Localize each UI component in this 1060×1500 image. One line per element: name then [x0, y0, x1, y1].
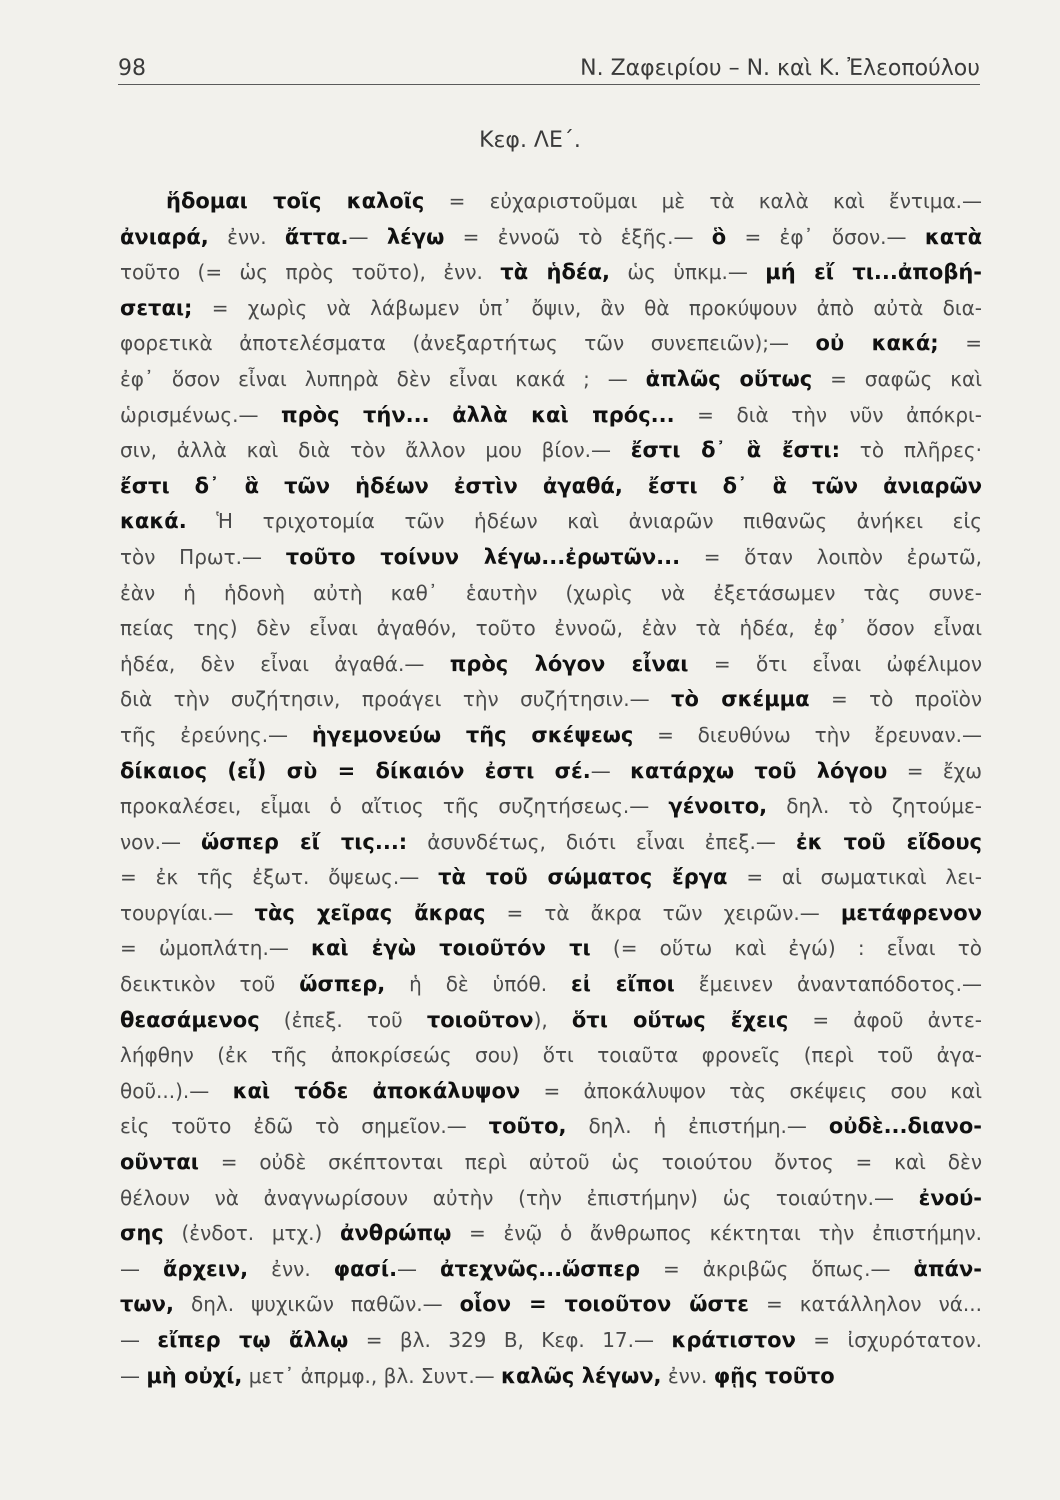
text-line	[120, 967, 982, 1003]
lemma: φῇς τοῦτο	[713, 1363, 835, 1388]
gloss: ἐὰν ἡ ἡδονὴ αὐτὴ καθ᾽ ἑαυτὴν (χωρὶς νὰ ἐξετάσωμεν τὰς συνε-	[120, 580, 982, 605]
text-line	[120, 1181, 982, 1217]
lemma: ἁπλῶς οὕτως	[645, 366, 813, 391]
gloss: τὸν Πρωτ.—	[120, 544, 286, 569]
chapter-title: Κεφ. ΛΕ΄.	[479, 128, 581, 153]
text-line	[120, 789, 982, 825]
gloss: δεικτικὸν τοῦ	[120, 972, 300, 997]
lemma: τὰ ἡδέα,	[500, 260, 610, 285]
gloss: = σαφῶς καὶ	[812, 366, 982, 391]
gloss: = κατάλληλον νά...	[748, 1292, 982, 1317]
gloss: = διευθύνω τὴν ἔρευναν.—	[633, 722, 982, 747]
lemma: ὥσπερ εἴ τις...:	[201, 829, 408, 854]
text-line	[120, 540, 982, 576]
text-line	[120, 1359, 982, 1395]
running-head: Ν. Ζαφειρίου – Ν. καὶ Κ. Ἐλεοπούλου	[580, 56, 980, 81]
lemma: τοιοῦτον	[426, 1007, 534, 1032]
lemma: μή εἴ τι...ἀποβή-	[765, 260, 983, 285]
lemma: γένοιτο,	[668, 794, 768, 819]
lemma: ὃ	[711, 224, 727, 249]
gloss: θοῦ...).—	[120, 1078, 233, 1103]
lemma: οῦνται	[120, 1150, 199, 1175]
gloss: ἐνν.	[208, 224, 285, 249]
gloss: ἐφ᾽ ὅσον εἶναι λυπηρὰ δὲν εἶναι κακά ; —	[120, 366, 646, 391]
text-line	[120, 611, 982, 647]
lemma: ἄρχειν,	[163, 1256, 249, 1281]
gloss: —	[348, 224, 387, 249]
commentary-text	[120, 184, 982, 1394]
lemma: καλῶς λέγων,	[501, 1363, 662, 1388]
gloss: = ἀφοῦ ἀντε-	[788, 1007, 982, 1032]
lemma: τὸ σκέμμα	[671, 687, 810, 712]
lemma: ἁπάν-	[913, 1256, 983, 1281]
text-line	[120, 1003, 982, 1039]
lemma: τὰς χεῖρας ἄκρας	[254, 900, 486, 925]
text-line	[120, 682, 982, 718]
lemma: ἄττα.	[284, 224, 349, 249]
lemma: σης	[120, 1221, 164, 1246]
gloss: μετ᾽ ἀπρμφ., βλ. Συντ.—	[242, 1363, 502, 1388]
gloss	[430, 403, 453, 427]
gloss: = διὰ τὴν νῦν ἀπόκρι-	[674, 402, 983, 427]
gloss: = εὐχαριστοῦμαι μὲ τὰ καλὰ καὶ ἔντιμα.—	[424, 189, 982, 213]
gloss: = ἐνῷ ὁ ἄνθρωπος κέκτηται τὴν ἐπιστήμην.	[451, 1221, 982, 1246]
text-line	[120, 576, 982, 612]
lemma: φασί.	[333, 1256, 398, 1281]
gloss: ἐνν.	[661, 1363, 714, 1388]
lemma: λέγω	[386, 224, 445, 249]
gloss: πείας της) δὲν εἶναι ἀγαθόν, τοῦτο ἐννοῶ, ἐὰν τὰ ἡδέα, ἐφ᾽ ὅσον εἶναι	[120, 616, 982, 641]
text-line	[120, 291, 982, 327]
text-line	[120, 825, 982, 861]
lemma: ἀνιαρά,	[120, 224, 209, 249]
gloss: ),	[533, 1007, 572, 1032]
gloss: τοῦτο (= ὡς πρὸς τοῦτο), ἐνν.	[120, 260, 501, 285]
gloss: ἐνν.	[248, 1256, 334, 1281]
gloss: λήφθην (ἐκ τῆς ἀποκρίσεώς σου) ὅτι τοιαῦτα φρονεῖς (περὶ τοῦ ἀγα-	[120, 1043, 982, 1068]
lemma: ἐνού-	[918, 1185, 982, 1210]
lemma: θεασάμενος	[120, 1007, 260, 1032]
gloss: —	[397, 1256, 441, 1281]
gloss: = ἐννοῶ τὸ ἑξῆς.—	[444, 224, 712, 249]
lemma: τοῦτο,	[488, 1114, 567, 1139]
lemma: κακά.	[120, 509, 187, 534]
gloss: ἡ δὲ ὑπόθ.	[385, 972, 572, 997]
gloss: = χωρὶς νὰ λάβωμεν ὑπ᾽ ὄψιν, ἂν θὰ προκύψουν ἀπὸ αὐτὰ δια-	[192, 295, 982, 320]
gloss: θέλουν νὰ ἀναγνωρίσουν αὐτὴν (τὴν ἐπιστήμην) ὡς τοιαύτην.—	[120, 1185, 919, 1210]
gloss: ἀσυνδέτως, διότι εἶναι ἐπεξ.—	[407, 829, 796, 854]
gloss: ὡς ὑπκμ.—	[610, 260, 766, 285]
lemma: πρὸς τήν...	[281, 402, 430, 427]
gloss: εἰς τοῦτο ἐδῶ τὸ σημεῖον.—	[120, 1114, 489, 1139]
lemma: πρὸς λόγον εἶναι	[449, 651, 689, 676]
text-line	[120, 647, 982, 683]
lemma: ἀλλὰ καὶ πρός...	[452, 402, 675, 427]
text-line	[120, 1145, 982, 1181]
text-line	[120, 754, 982, 790]
lemma: κατὰ	[924, 224, 983, 249]
text-line	[120, 184, 982, 220]
gloss: τουργίαι.—	[120, 900, 255, 925]
lemma: οἷον = τοιοῦτον ὥστε	[459, 1292, 749, 1317]
lemma: καὶ ἐγὼ τοιοῦτόν τι	[311, 936, 591, 961]
gloss: —	[120, 1328, 158, 1352]
lemma: οὐ κακά;	[815, 331, 939, 356]
lemma: ὥσπερ,	[299, 972, 386, 997]
gloss: προκαλέσει, εἶμαι ὁ αἴτιος τῆς συζητήσεως.—	[120, 794, 669, 819]
gloss: φορετικὰ ἀποτελέσματα (ἀνεξαρτήτως τῶν συνεπειῶν);—	[120, 331, 816, 356]
text-line	[120, 255, 982, 291]
lemma: εἴπερ τῳ ἄλλῳ	[157, 1328, 349, 1352]
text-line	[120, 718, 982, 754]
lemma: ἡγεμονεύω τῆς σκέψεως	[311, 722, 634, 747]
text-line	[120, 1323, 982, 1359]
lemma: σεται;	[120, 295, 193, 320]
lemma: ἀτεχνῶς...ὥσπερ	[440, 1256, 640, 1281]
gloss: ἔμεινεν ἀνανταπόδοτος.—	[674, 972, 983, 997]
page-number: 98	[118, 56, 146, 81]
text-line	[120, 469, 982, 505]
lemma: μετάφρενον	[840, 900, 982, 925]
lemma: κράτιστον	[671, 1328, 796, 1352]
lemma: τὰ τοῦ σώματος ἔργα	[438, 865, 728, 890]
text-line	[120, 504, 982, 540]
lemma: ὅτι οὕτως ἔχεις	[571, 1007, 789, 1032]
gloss: =	[938, 331, 982, 356]
gloss: = τὰ ἄκρα τῶν χειρῶν.—	[485, 900, 841, 925]
gloss: τῆς ἐρεύνης.—	[120, 722, 312, 747]
gloss: = τὸ προϊὸν	[809, 687, 982, 712]
gloss: (ἐνδοτ. μτχ.)	[163, 1221, 341, 1246]
lemma: ἔστι δ᾽ ἃ ἔστι:	[630, 438, 840, 463]
gloss: = ἐφ᾽ ὅσον.—	[726, 224, 925, 249]
lemma: κατάρχω τοῦ λόγου	[630, 758, 888, 783]
text-line	[120, 1287, 982, 1323]
gloss: = ὅτι εἶναι ὠφέλιμον	[688, 651, 983, 676]
text-line	[120, 398, 982, 434]
gloss: = ἐκ τῆς ἐξωτ. ὄψεως.—	[120, 865, 439, 890]
gloss: δηλ. ψυχικῶν παθῶν.—	[173, 1292, 460, 1317]
gloss: τὸ πλῆρες·	[840, 438, 982, 463]
gloss: νον.—	[120, 829, 201, 854]
text-line	[120, 1252, 982, 1288]
lemma: μὴ οὐχί,	[146, 1363, 243, 1388]
lemma: ἀνθρώπῳ	[340, 1221, 452, 1246]
lemma: εἰ εἴποι	[571, 972, 675, 997]
text-line	[120, 1038, 982, 1074]
text-line	[120, 860, 982, 896]
gloss: —	[590, 758, 631, 783]
text-line	[120, 362, 982, 398]
text-line	[120, 1216, 982, 1252]
text-line	[120, 1109, 982, 1145]
gloss: = ὠμοπλάτη.—	[120, 936, 312, 961]
page-header	[118, 52, 980, 85]
gloss: —	[120, 1256, 163, 1281]
gloss: = ὅταν λοιπὸν ἐρωτῶ,	[680, 544, 983, 569]
gloss: = βλ. 329 Β, Κεφ. 17.—	[348, 1328, 672, 1352]
lemma: δίκαιος (εἶ) σὺ = δίκαιόν ἐστι σέ.	[120, 758, 591, 783]
gloss: = ἰσχυρότατον.	[795, 1328, 982, 1352]
lemma: των,	[120, 1292, 174, 1317]
gloss: = ἀποκάλυψον τὰς σκέψεις σου καὶ	[520, 1078, 983, 1103]
lemma: ἐκ τοῦ εἴδους	[795, 829, 982, 854]
gloss: δηλ. ἡ ἐπιστήμη.—	[566, 1114, 829, 1139]
lemma: ἔστι δ᾽ ἃ τῶν ἡδέων ἐστὶν ἀγαθά, ἔστι δ᾽ ἃ τῶν ἀνιαρῶν	[120, 473, 982, 498]
lemma: ἥδομαι τοῖς καλοῖς	[166, 189, 425, 213]
gloss: = αἱ σωματικαὶ λει-	[727, 865, 982, 890]
gloss: (= οὕτω καὶ ἐγώ) : εἶναι τὸ	[590, 936, 982, 961]
gloss: ἡδέα, δὲν εἶναι ἀγαθά.—	[120, 651, 450, 676]
lemma: καὶ τόδε ἀποκάλυψον	[232, 1078, 521, 1103]
text-line	[120, 326, 982, 362]
text-line	[120, 1074, 982, 1110]
gloss: διὰ τὴν συζήτησιν, προάγει τὴν συζήτησιν.—	[120, 687, 672, 712]
gloss: = οὐδὲ σκέπτονται περὶ αὐτοῦ ὡς τοιούτου ὄντος = καὶ δὲν	[198, 1150, 982, 1175]
text-line	[120, 220, 982, 256]
lemma: οὐδὲ...διανο-	[828, 1114, 982, 1139]
lemma: τοῦτο τοίνυν λέγω...ἐρωτῶν...	[285, 544, 681, 569]
gloss: = ἔχω	[887, 758, 982, 783]
gloss: Ἡ τριχοτομία τῶν ἡδέων καὶ ἀνιαρῶν πιθανῶς ἀνήκει εἰς	[186, 509, 982, 534]
gloss: δηλ. τὸ ζητούμε-	[767, 794, 982, 819]
text-line	[120, 931, 982, 967]
gloss: σιν, ἀλλὰ καὶ διὰ τὸν ἄλλον μου βίον.—	[120, 438, 631, 463]
gloss: ὡρισμένως.—	[120, 402, 281, 427]
gloss: (ἐπεξ. τοῦ	[259, 1007, 427, 1032]
text-line	[120, 433, 982, 469]
text-line	[120, 896, 982, 932]
gloss: —	[120, 1363, 147, 1388]
gloss: = ἀκριβῶς ὅπως.—	[640, 1256, 914, 1281]
